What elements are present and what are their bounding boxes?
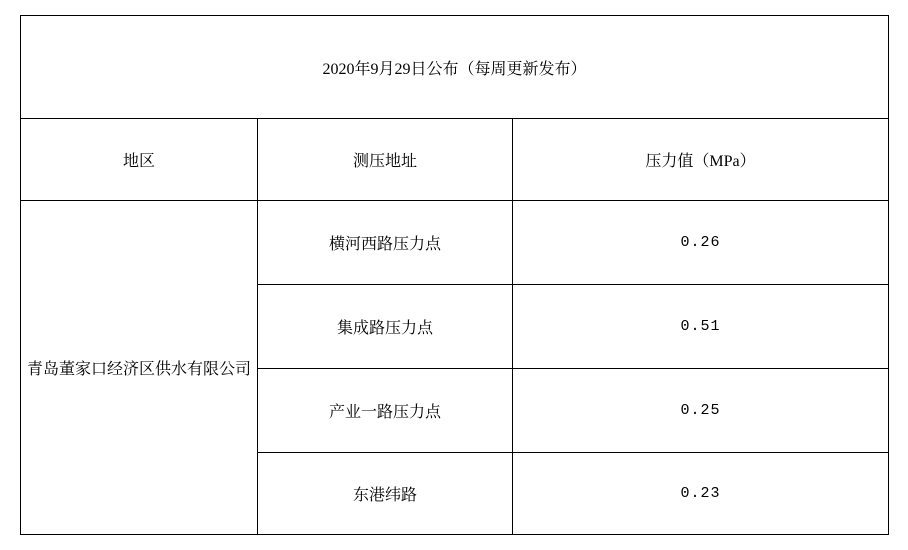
address-cell: 东港纬路 [258, 453, 513, 535]
region-cell: 青岛董家口经济区供水有限公司 [21, 201, 258, 535]
pressure-value-cell: 0.51 [513, 285, 889, 369]
table-header-row [21, 119, 889, 201]
pressure-value-cell: 0.26 [513, 201, 889, 285]
pressure-table [20, 15, 889, 535]
column-header-pressure-value: 压力值（MPa） [513, 119, 889, 201]
table-row [21, 201, 889, 285]
pressure-value-cell: 0.23 [513, 453, 889, 535]
table-title-row [21, 16, 889, 119]
address-cell: 集成路压力点 [258, 285, 513, 369]
column-header-address: 测压地址 [258, 119, 513, 201]
address-cell: 横河西路压力点 [258, 201, 513, 285]
address-cell: 产业一路压力点 [258, 369, 513, 453]
column-header-region: 地区 [21, 119, 258, 201]
table-title: 2020年9月29日公布（每周更新发布） [21, 16, 889, 119]
pressure-value-cell: 0.25 [513, 369, 889, 453]
